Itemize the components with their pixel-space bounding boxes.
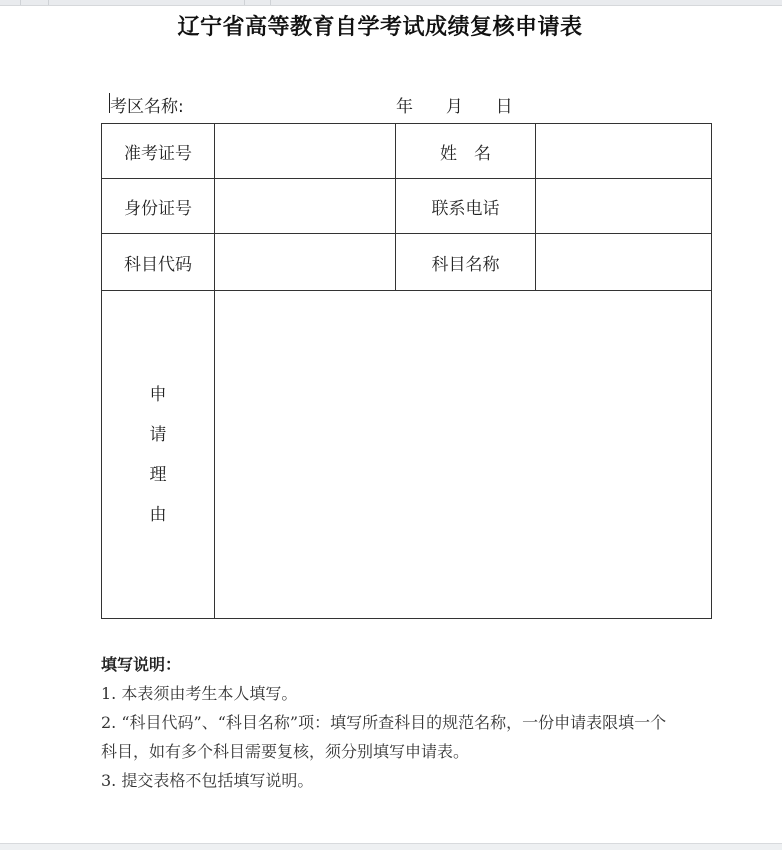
phone-field[interactable] [536, 179, 712, 234]
reason-label-char: 申 [149, 384, 167, 405]
date-day: 日 [495, 97, 513, 117]
top-bar-segment [48, 0, 245, 5]
subject-name-label: 科目名称 [396, 234, 536, 291]
date-year: 年 [396, 97, 413, 117]
id-number-field[interactable] [215, 179, 396, 234]
name-label: 姓 名 [396, 124, 536, 179]
reason-label-char: 理 [149, 464, 167, 485]
exam-area-label[interactable]: 考区名称: [110, 97, 184, 117]
reason-label-char: 请 [149, 424, 167, 445]
table-row [102, 234, 712, 291]
reason-field[interactable] [215, 291, 712, 619]
subject-code-label: 科目代码 [102, 234, 215, 291]
instructions [101, 650, 671, 795]
table-row [102, 179, 712, 234]
subject-name-field[interactable] [536, 234, 712, 291]
reason-label-char: 由 [149, 504, 167, 525]
admission-number-field[interactable] [215, 124, 396, 179]
subject-code-field[interactable] [215, 234, 396, 291]
top-bar-segment [20, 0, 49, 5]
table-row [102, 291, 712, 619]
instruction-item: 2. “科目代码”、“科目名称”项：填写所查科目的规范名称，一份申请表限填一个科目，如有多个科目需要复核，须分别填写申请表。 [101, 713, 667, 761]
id-number-label: 身份证号 [102, 179, 215, 234]
top-bar-segment [244, 0, 271, 5]
date-month: 月 [445, 97, 463, 117]
name-field[interactable] [536, 124, 712, 179]
admission-number-label: 准考证号 [102, 124, 215, 179]
application-form-table [101, 123, 712, 619]
window-top-bar [0, 0, 782, 6]
top-bar-segment [0, 0, 21, 5]
instruction-item: 1. 本表须由考生本人填写。 [101, 684, 298, 703]
table-row [102, 124, 712, 179]
document-title: 辽宁省高等教育自学考试成绩复核申请表 [177, 15, 583, 40]
phone-label: 联系电话 [396, 179, 536, 234]
date-line [396, 92, 513, 117]
instruction-item: 3. 提交表格不包括填写说明。 [101, 771, 314, 790]
reason-label [102, 291, 215, 619]
instructions-title: 填写说明： [101, 655, 182, 674]
